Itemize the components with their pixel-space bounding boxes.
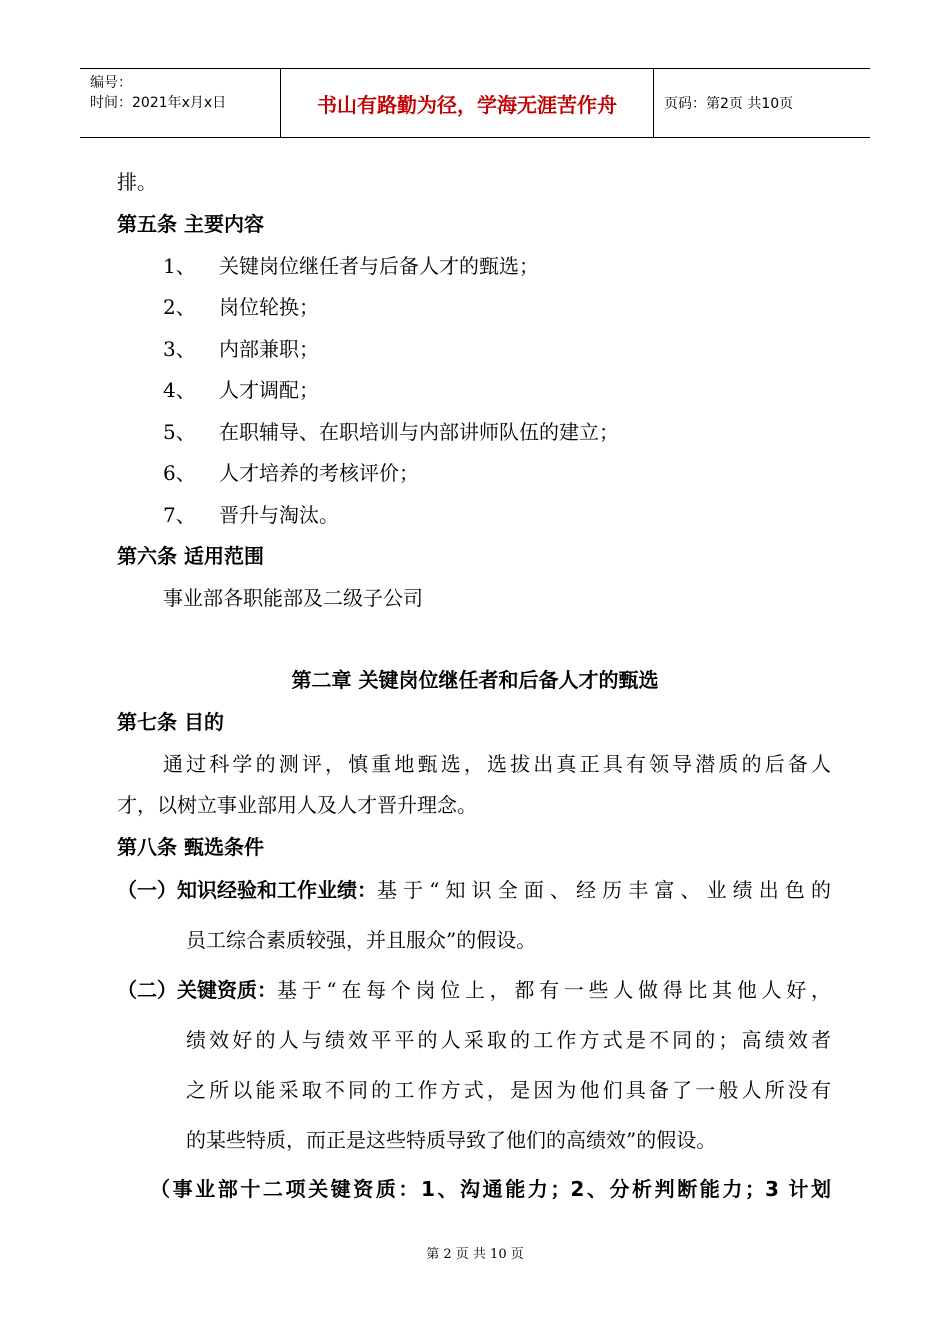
condition-1-text: 基于“知识全面、经历丰富、业绩出色的: [377, 878, 831, 902]
time-label: 时间：2021年x月x日: [90, 95, 227, 111]
condition-1-label: （一）知识经验和工作业绩：: [117, 878, 377, 902]
chapter-2-title: 第二章 关键岗位继任者和后备人才的甄选: [291, 668, 659, 692]
condition-1-line-1: [117, 876, 831, 904]
article-7-line-2: 才，以树立事业部用人及人才晋升理念。: [117, 793, 477, 817]
article-6-title: 第六条 适用范围: [117, 544, 264, 568]
list-item-text: 岗位轮换；: [219, 295, 319, 319]
condition-2-label: （二）关键资质：: [117, 978, 277, 1002]
page-header: [80, 68, 870, 138]
list-item-number: 4、: [163, 378, 196, 402]
list-item-text: 人才培养的考核评价；: [219, 461, 419, 485]
header-motto: 书山有路勤为径，学海无涯苦作舟: [280, 69, 654, 137]
article-7-title: 第七条 目的: [117, 710, 224, 734]
list-item-text: 关键岗位继任者与后备人才的甄选；: [219, 254, 539, 278]
list-item-number: 5、: [163, 420, 196, 444]
continued-text: 排。: [117, 170, 157, 194]
list-item-text: 在职辅导、在职培训与内部讲师队伍的建立；: [219, 420, 619, 444]
twelve-qualities-line: （事业部十二项关键资质：1、沟通能力；2、分析判断能力；3 计划: [150, 1177, 831, 1201]
header-meta: [80, 69, 280, 137]
list-item-number: 3、: [163, 337, 196, 361]
condition-2-line-1: [117, 976, 831, 1004]
condition-2-line-4: 的某些特质，而正是这些特质导致了他们的高绩效”的假设。: [186, 1128, 717, 1152]
article-6-text: 事业部各职能部及二级子公司: [163, 586, 423, 610]
list-item-text: 人才调配；: [219, 378, 319, 402]
header-page-label: 页码：第2页 共10页: [664, 96, 794, 112]
list-item-number: 1、: [163, 254, 196, 278]
page-footer: 第 2 页 共 10 页: [426, 1247, 524, 1262]
condition-2-line-3: 之所以能采取不同的工作方式，是因为他们具备了一般人所没有: [186, 1078, 831, 1102]
list-item-number: 6、: [163, 461, 196, 485]
list-item-text: 晋升与淘汰。: [219, 503, 339, 527]
article-8-title: 第八条 甄选条件: [117, 835, 264, 859]
list-item-text: 内部兼职；: [219, 337, 319, 361]
serial-label: 编号：: [90, 75, 132, 91]
condition-2-text: 基于“在每个岗位上，都有一些人做得比其他人好，: [277, 978, 831, 1002]
list-item-number: 2、: [163, 295, 196, 319]
article-5-title: 第五条 主要内容: [117, 212, 264, 236]
condition-1-line-2: 员工综合素质较强，并且服众”的假设。: [186, 928, 537, 952]
condition-2-line-2: 绩效好的人与绩效平平的人采取的工作方式是不同的；高绩效者: [186, 1028, 831, 1052]
list-item-number: 7、: [163, 503, 196, 527]
article-7-line-1: 通过科学的测评，慎重地甄选，选拔出真正具有领导潜质的后备人: [163, 752, 831, 776]
